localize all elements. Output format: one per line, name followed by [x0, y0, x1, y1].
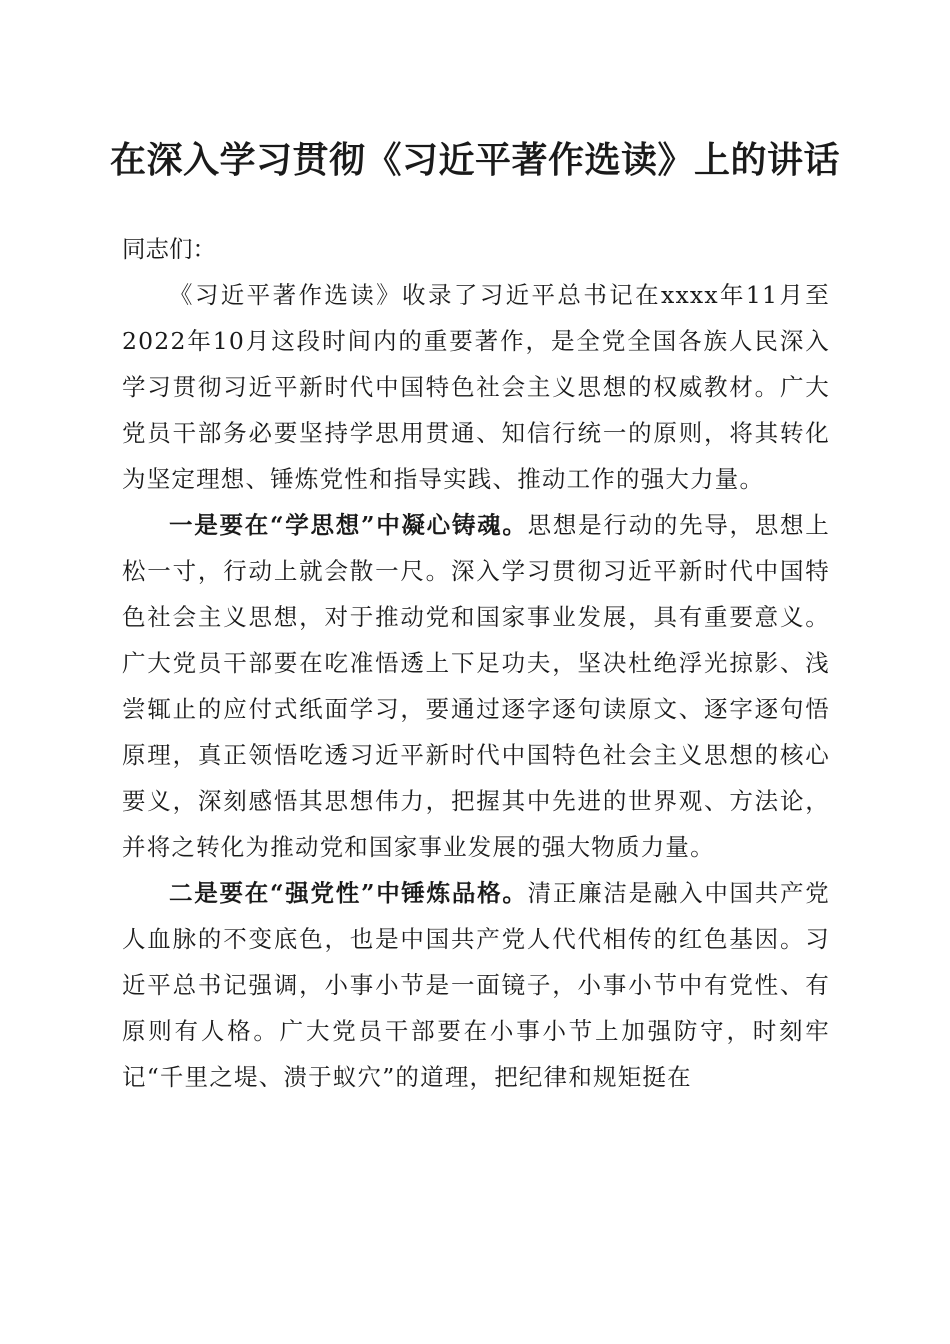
paragraph-text: 《习近平著作选读》收录了习近平总书记在xxxx年11月至2022年10月这段时间内的重要著作，是全党全国各族人民深入学习贯彻习近平新时代中国特色社会主义思想的权威教材。广大党员干部务必要坚持学思用贯通、知信行统一的原则，将其转化为坚定理想、锤炼党性和指导实践、推动工作的强大力量。: [122, 281, 830, 493]
document-body: [122, 226, 830, 1100]
document-title: 在深入学习贯彻《习近平著作选读》上的讲话: [109, 139, 840, 181]
paragraph-point-2: [122, 870, 830, 1100]
paragraph-intro: [122, 272, 830, 502]
paragraph-text: 清正廉洁是融入中国共产党人血脉的不变底色，也是中国共产党人代代相传的红色基因。习近平总书记强调，小事小节是一面镜子，小事小节中有党性、有原则有人格。广大党员干部要在小事小节上加强防守，时刻牢记“千里之堤、溃于蚁穴”的道理，把纪律和规矩挺在: [122, 879, 830, 1091]
paragraph-point-1: [122, 502, 830, 870]
salutation: 同志们：: [122, 235, 216, 263]
paragraph-lead: 一是要在“学思想”中凝心铸魂。: [169, 511, 528, 539]
paragraph-text: 思想是行动的先导，思想上松一寸，行动上就会散一尺。深入学习贯彻习近平新时代中国特色社会主义思想，对于推动党和国家事业发展，具有重要意义。广大党员干部要在吃准悟透上下足功夫，坚决杜绝浮光掠影、浅尝辄止的应付式纸面学习，要通过逐字逐句读原文、逐字逐句悟原理，真正领悟吃透习近平新时代中国特色社会主义思想的核心要义，深刻感悟其思想伟力，把握其中先进的世界观、方法论，并将之转化为推动党和国家事业发展的强大物质力量。: [122, 511, 830, 861]
paragraph-lead: 二是要在“强党性”中锤炼品格。: [169, 879, 528, 907]
